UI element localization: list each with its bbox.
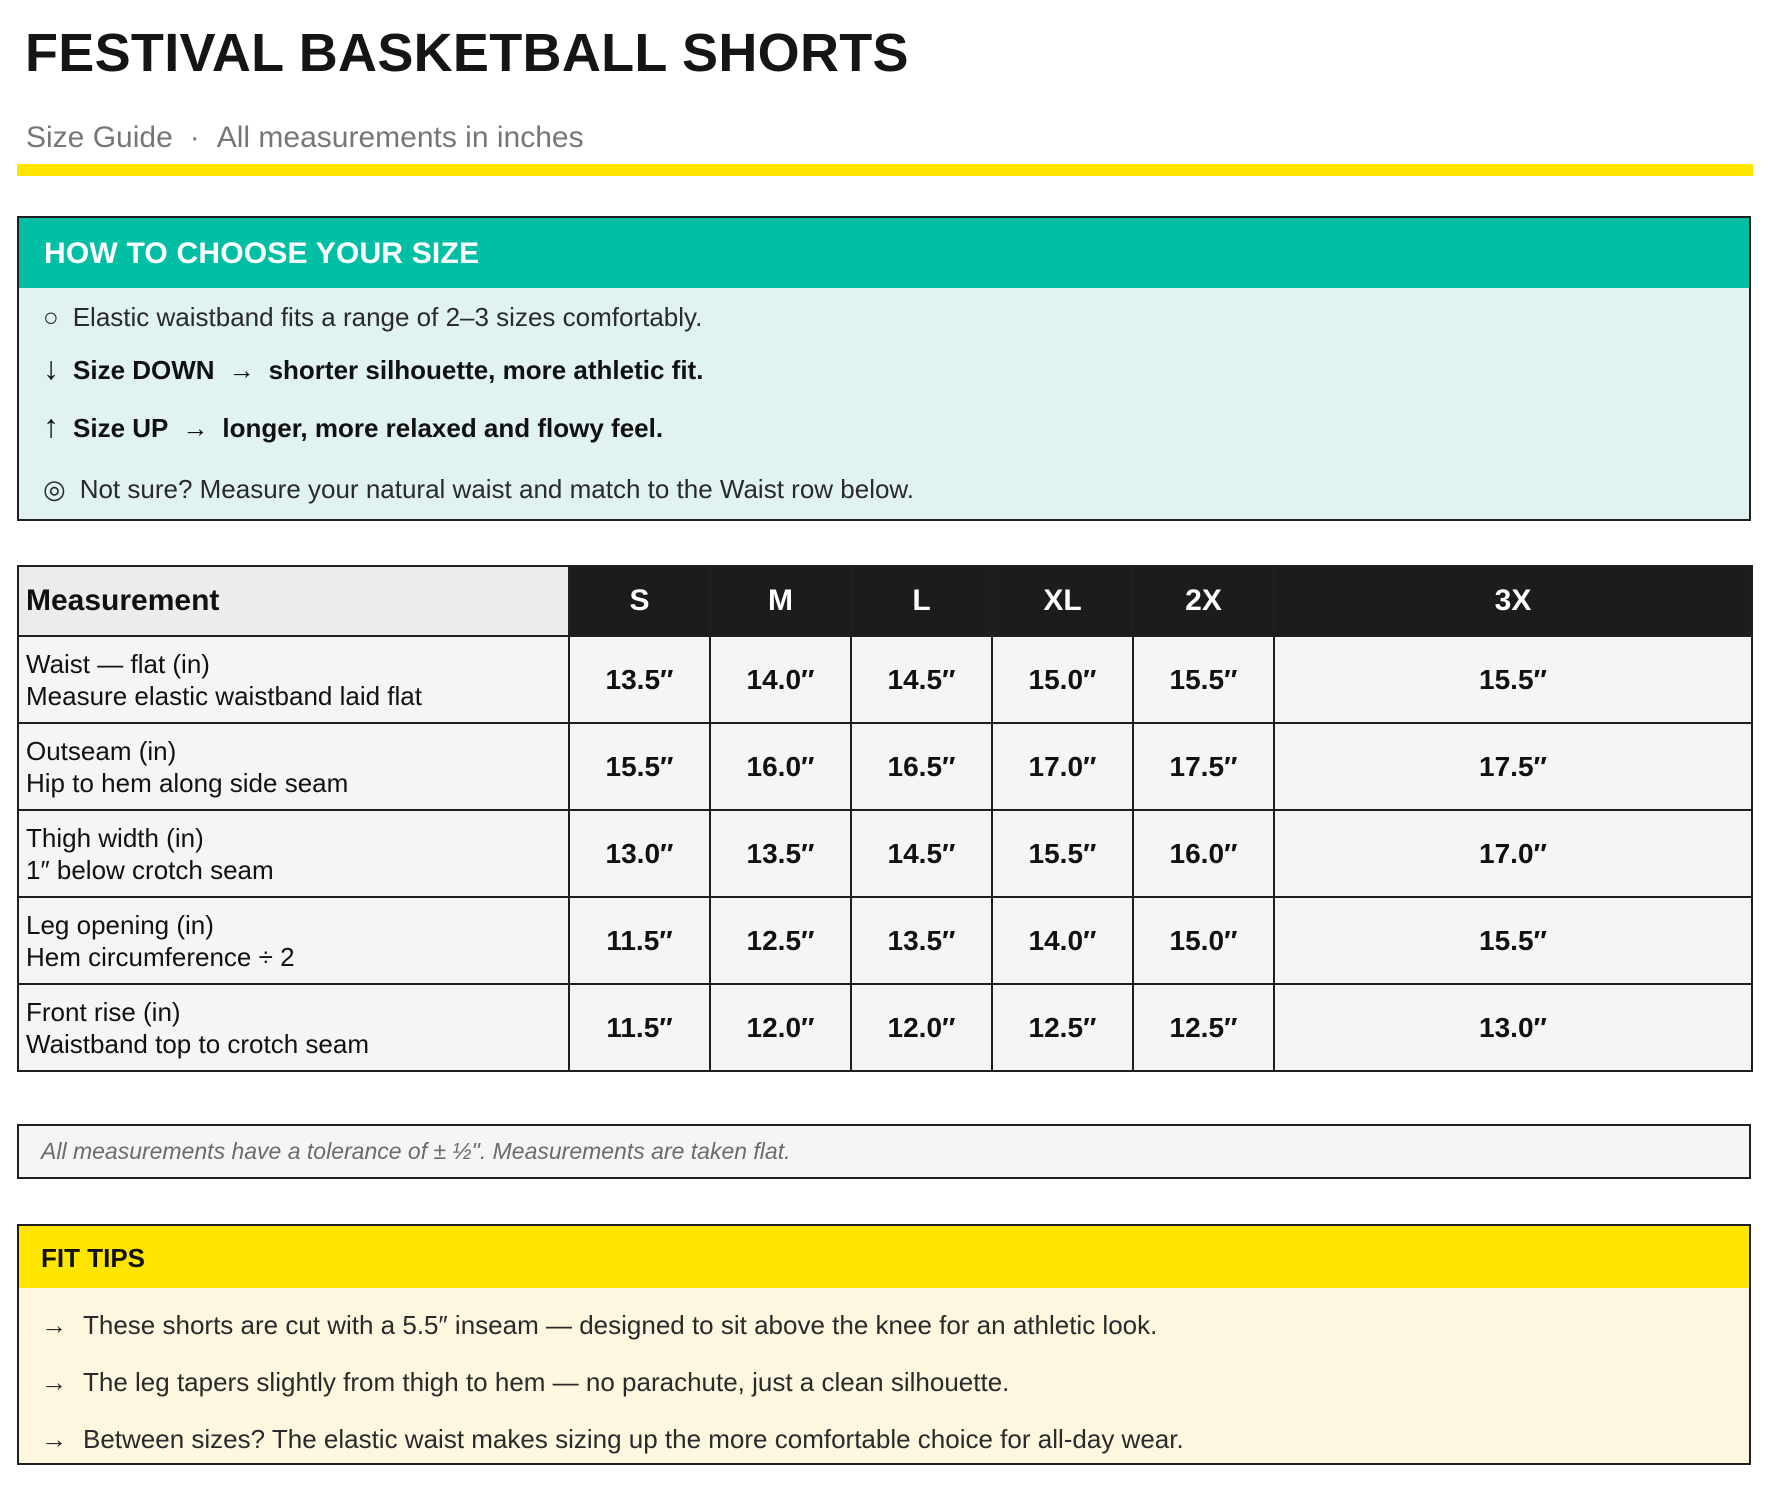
- size-value-cell: 12.5″: [710, 897, 851, 984]
- fit-tip-item: [41, 1424, 1184, 1455]
- arrow-right-icon: →: [41, 1367, 67, 1397]
- column-header-size: L: [851, 566, 992, 636]
- subtitle-size-guide: Size Guide: [26, 121, 173, 154]
- circle-icon: ○: [43, 302, 59, 332]
- size-down-text: shorter silhouette, more athletic fit.: [268, 355, 704, 385]
- size-value-cell: 11.5″: [569, 984, 710, 1071]
- size-value-cell: 13.5″: [851, 897, 992, 984]
- size-value-cell: 12.0″: [710, 984, 851, 1071]
- fit-tip-text: Between sizes? The elastic waist makes sizing up the more comfortable choice for all-day wear.: [83, 1424, 1184, 1454]
- size-value-cell: 16.0″: [1133, 810, 1274, 897]
- measurement-cell: [18, 984, 569, 1071]
- subtitle-units: All measurements in inches: [216, 121, 584, 154]
- arrow-down-icon: ↓: [43, 350, 59, 386]
- tolerance-note: All measurements have a tolerance of ± ½". Measurements are taken flat.: [41, 1138, 791, 1164]
- arrow-up-icon: ↑: [43, 408, 59, 444]
- size-value-cell: 15.5″: [1274, 636, 1752, 723]
- measurement-description: 1″ below crotch seam: [26, 854, 274, 885]
- page-title: FESTIVAL BASKETBALL SHORTS: [25, 23, 909, 83]
- target-icon: ◎: [43, 474, 66, 504]
- measurement-name: Outseam (in): [26, 735, 177, 766]
- size-value-cell: 17.5″: [1274, 723, 1752, 810]
- measurement-description: Hem circumference ÷ 2: [26, 941, 295, 972]
- fit-tips-header: FIT TIPS: [19, 1226, 1749, 1288]
- size-value-cell: 17.0″: [1274, 810, 1752, 897]
- size-value-cell: 15.5″: [569, 723, 710, 810]
- size-value-cell: 15.5″: [1274, 897, 1752, 984]
- measurement-name: Thigh width (in): [26, 822, 204, 853]
- arrow-right-icon: →: [41, 1310, 67, 1340]
- column-header-size: M: [710, 566, 851, 636]
- size-value-cell: 15.5″: [1133, 636, 1274, 723]
- size-value-cell: 14.5″: [851, 636, 992, 723]
- title-divider: [17, 164, 1753, 176]
- table-row: [18, 897, 1752, 984]
- size-value-cell: 15.5″: [992, 810, 1133, 897]
- column-header-size: XL: [992, 566, 1133, 636]
- size-chart-table: [17, 565, 1753, 1072]
- tolerance-note-box: [17, 1124, 1751, 1179]
- size-value-cell: 17.0″: [992, 723, 1133, 810]
- column-header-size: 3X: [1274, 566, 1752, 636]
- measurement-cell: [18, 636, 569, 723]
- how-to-line-size-up: [43, 408, 663, 445]
- page-subtitle: [26, 121, 584, 155]
- size-value-cell: 13.0″: [569, 810, 710, 897]
- size-value-cell: 13.0″: [1274, 984, 1752, 1071]
- size-up-label: Size UP: [73, 413, 169, 443]
- measurement-cell: [18, 897, 569, 984]
- how-to-line-text: Elastic waistband fits a range of 2–3 sizes comfortably.: [72, 302, 703, 332]
- fit-tips-panel: [17, 1224, 1751, 1465]
- measurement-name: Leg opening (in): [26, 909, 214, 940]
- size-value-cell: 14.5″: [851, 810, 992, 897]
- size-value-cell: 12.5″: [1133, 984, 1274, 1071]
- size-value-cell: 17.5″: [1133, 723, 1274, 810]
- size-value-cell: 14.0″: [710, 636, 851, 723]
- table-row: [18, 723, 1752, 810]
- arrow-right-icon: →: [182, 413, 209, 443]
- table-row: [18, 636, 1752, 723]
- size-value-cell: 12.5″: [992, 984, 1133, 1071]
- table-header-row: [18, 566, 1752, 636]
- table-row: [18, 810, 1752, 897]
- size-value-cell: 13.5″: [569, 636, 710, 723]
- size-value-cell: 14.0″: [992, 897, 1133, 984]
- size-value-cell: 16.5″: [851, 723, 992, 810]
- fit-tip-text: These shorts are cut with a 5.5″ inseam — designed to sit above the knee for an athletic look.: [83, 1310, 1158, 1340]
- measurement-name: Front rise (in): [26, 996, 181, 1027]
- how-to-choose-header: HOW TO CHOOSE YOUR SIZE: [19, 218, 1749, 288]
- subtitle-separator: ·: [189, 121, 200, 154]
- fit-tip-text: The leg tapers slightly from thigh to hem — no parachute, just a clean silhouette.: [83, 1367, 1010, 1397]
- column-header-size: S: [569, 566, 710, 636]
- fit-tip-item: [41, 1367, 1009, 1398]
- how-to-choose-panel: [17, 216, 1751, 521]
- measurement-name: Waist — flat (in): [26, 648, 210, 679]
- size-value-cell: 13.5″: [710, 810, 851, 897]
- measurement-cell: [18, 810, 569, 897]
- table-row: [18, 984, 1752, 1071]
- size-up-text: longer, more relaxed and flowy feel.: [222, 413, 664, 443]
- how-to-line-not-sure: [43, 474, 914, 505]
- measurement-cell: [18, 723, 569, 810]
- measurement-description: Waistband top to crotch seam: [26, 1028, 369, 1059]
- column-header-measurement: Measurement: [18, 566, 569, 636]
- how-to-line-waistband: [43, 302, 702, 333]
- size-down-label: Size DOWN: [73, 355, 215, 385]
- size-value-cell: 16.0″: [710, 723, 851, 810]
- size-value-cell: 15.0″: [992, 636, 1133, 723]
- how-to-line-text: Not sure? Measure your natural waist and match to the Waist row below.: [79, 474, 914, 504]
- arrow-right-icon: →: [228, 355, 255, 385]
- size-value-cell: 11.5″: [569, 897, 710, 984]
- size-value-cell: 12.0″: [851, 984, 992, 1071]
- measurement-description: Measure elastic waistband laid flat: [26, 680, 422, 711]
- size-value-cell: 15.0″: [1133, 897, 1274, 984]
- how-to-line-size-down: [43, 350, 703, 387]
- measurement-description: Hip to hem along side seam: [26, 767, 349, 798]
- column-header-size: 2X: [1133, 566, 1274, 636]
- fit-tip-item: [41, 1310, 1157, 1341]
- arrow-right-icon: →: [41, 1424, 67, 1454]
